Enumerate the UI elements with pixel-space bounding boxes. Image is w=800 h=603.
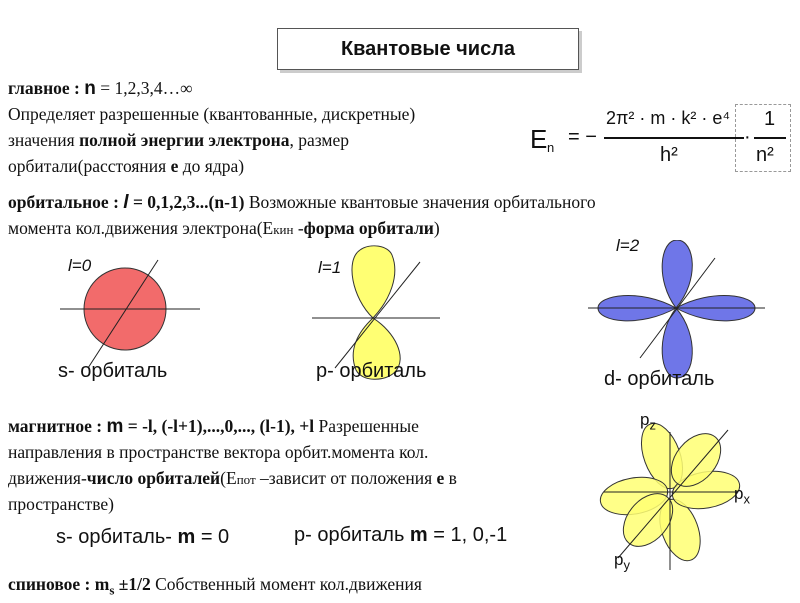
- magnetic-line3-a: движения-: [8, 468, 87, 488]
- formula-highlight-box: [735, 104, 791, 172]
- formula-numerator: 2π² · m · k² · e⁴: [606, 108, 731, 128]
- pz-label: [640, 410, 656, 432]
- magnetic-symbol: m: [106, 416, 124, 437]
- orbital-line2: [8, 216, 440, 242]
- p-l-label: l=1: [318, 258, 342, 277]
- orbital-line2-sub: кин: [273, 222, 294, 237]
- d-orbital-lobe-top: [662, 240, 692, 308]
- magnetic-p-row-m: m: [409, 524, 428, 546]
- px-label-sub: x: [743, 491, 750, 507]
- p-orbital-lobe-top: [352, 246, 395, 318]
- principal-heading: [8, 76, 193, 101]
- pz-label-sub: z: [649, 417, 656, 433]
- principal-line2-a: значения: [8, 130, 80, 150]
- formula-denominator: h²: [660, 144, 678, 166]
- magnetic-p-row-value: = 1, 0,-1: [427, 524, 508, 546]
- formula-dot: ·: [744, 126, 751, 148]
- orbital-line2-d: ): [433, 218, 440, 238]
- py-label-sub: y: [623, 557, 630, 573]
- orbital-symbol: l: [123, 192, 129, 213]
- magnetic-values: = -l, (-l+1),...,0,..., (l-1), +l: [123, 416, 315, 436]
- energy-formula: [530, 104, 790, 176]
- formula-fraction-bar: [604, 137, 744, 139]
- magnetic-line1: [8, 414, 419, 439]
- principal-line3-a: орбитали(расстояния: [8, 156, 171, 176]
- pz-label-p: p: [640, 410, 650, 429]
- magnetic-s-row-value: = 0: [195, 526, 230, 548]
- magnetic-line3-e: е: [436, 468, 445, 488]
- d-orbital-name: d- орбиталь: [604, 368, 715, 390]
- orbital-line1: [8, 190, 596, 215]
- principal-prefix: главное :: [8, 78, 85, 98]
- magnetic-prefix: магнитное :: [8, 416, 107, 436]
- magnetic-s-row-text: s- орбиталь-: [56, 526, 178, 548]
- magnetic-line3-f: в: [444, 468, 457, 488]
- py-label: [614, 550, 630, 572]
- principal-values: = 1,2,3,4…∞: [95, 78, 193, 98]
- formula-lhs-sub: n: [547, 140, 555, 155]
- magnetic-line4: пространстве): [8, 494, 114, 514]
- orbital-values: = 0,1,2,3...(n-1): [128, 192, 245, 212]
- principal-line3: [8, 154, 244, 178]
- orbital-line2-a: момента кол.движения электрона(Е: [8, 218, 274, 238]
- principal-line2-c: , размер: [289, 130, 349, 150]
- orbital-line2-bold: форма орбитали: [303, 218, 434, 238]
- orbital-desc: Возможные квантовые значения орбитального: [244, 192, 596, 212]
- orbital-line2-b: -: [293, 218, 304, 238]
- magnetic-line3: [8, 466, 457, 492]
- principal-symbol: n: [84, 78, 96, 99]
- s-orbital-figure: [60, 260, 200, 368]
- formula-equals: = −: [568, 126, 597, 148]
- p-orbital-name: p- орбиталь: [316, 360, 427, 382]
- magnetic-line2: направления в пространстве вектора орбит.момента кол.: [8, 442, 429, 462]
- principal-line3-c: до ядра): [178, 156, 245, 176]
- spin-desc: Собственный момент кол.движения: [150, 574, 422, 594]
- principal-line1: Определяет разрешенные (квантованные, дискретные): [8, 104, 416, 124]
- magnetic-p-row: [294, 524, 507, 547]
- magnetic-line3-d: –зависит от положения: [255, 468, 437, 488]
- orbital-prefix: орбитальное :: [8, 192, 124, 212]
- spin-prefix: спиновое :: [8, 574, 95, 594]
- formula-frac2-den: n²: [756, 144, 774, 166]
- spin-line: [8, 572, 422, 603]
- px-label-p: p: [734, 484, 744, 503]
- formula-frac2-num: 1: [764, 108, 776, 130]
- s-l-label: l=0: [68, 256, 92, 275]
- spin-symbol-sub: s: [109, 582, 115, 598]
- magnetic-line3-bold: число орбиталей: [86, 468, 221, 488]
- formula-lhs: E: [530, 124, 548, 154]
- magnetic-desc: Разрешенные: [314, 416, 419, 436]
- magnetic-line3-sub: пот: [236, 472, 256, 487]
- magnetic-s-row: [56, 526, 229, 549]
- d-l-label: l=2: [616, 236, 640, 255]
- principal-line3-bold: е: [170, 156, 179, 176]
- d-orbital-figure: [588, 240, 765, 378]
- magnetic-line3-c: (Е: [220, 468, 237, 488]
- px-label: [734, 484, 750, 506]
- magnetic-s-row-m: m: [177, 526, 196, 548]
- magnetic-p-row-text: p- орбиталь: [294, 524, 410, 546]
- s-orbital-name: s- орбиталь: [58, 360, 168, 382]
- spin-values: ±1/2: [114, 574, 151, 594]
- spin-symbol: m: [94, 574, 110, 594]
- py-label-p: p: [614, 550, 624, 569]
- page-title: Квантовые числа: [277, 28, 579, 70]
- principal-line2: [8, 128, 349, 152]
- principal-line2-bold: полной энергии электрона: [79, 130, 290, 150]
